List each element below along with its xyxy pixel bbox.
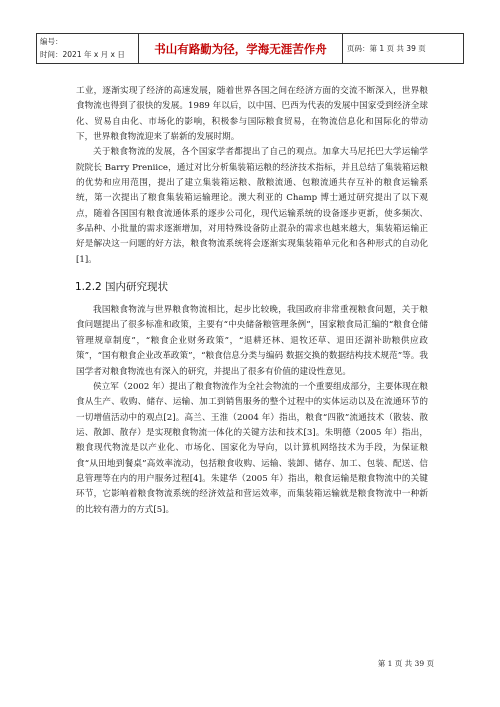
document-body: [76, 84, 428, 518]
paragraph-4: 侯立军（2002 年）提出了粮食物流作为全社会物流的一个重要组成部分，主要体现在粮食从生产、收购、储存、运输、加工到销售服务的整个过程中的实体运动以及在流通环节的一切增值活动中的观点[2]。高兰、王淮（2004 年）指出，粮食“四散”流通技术（散装、散运、散卸、散存）是实现粮食物流一体化的关键方法和技术[3]。朱明德（2005 年）指出，粮食现代物流是以产业化、市场化、国家化为导向，以计算机网络技术为手段，为保证粮食“从田地到餐桌”高效率流动，包括粮食收购、运输、装卸、储存、加工、包装、配送、信息管理等在内的用户服务过程[4]。朱建华（2005 年）指出，粮食运输是粮食物流中的关键环节，它影响着粮食物流系统的经济效益和营运效率，而集装箱运输就是粮食物流中一种新的比较有潜力的方式[5]。: [76, 381, 428, 515]
header-motto: 书山有路勤为径，学海无涯苦作舟: [139, 34, 343, 63]
paragraph-2: 关于粮食物流的发展，各个国家学者都提出了自己的观点。加拿大马尼托巴大学运输学院院长 Barry Preniice，通过对比分析集装箱运粮的经济技术指标，并且总结了集装箱运粮的优势和应用范围，提出了建立集装箱运粮、散粮流通、包粮流通共存互补的粮食运输系统，第一次提出了粮食集装箱运输理论。澳大利亚的 Champ 博士通过研究提出了以下观点，随着各国国有粮食流通体系的逐步公司化，现代运输系统的设备逐步更新，使多频次、多品种、小批量的需求逐渐增加，对用特殊设备防止混杂的需求也越来越大，集装箱运输正好是解决这一问题的好方法，粮食物流系统将会逐渐实现集装箱单元化和各种形式的自动化[1]。: [76, 147, 428, 265]
paragraph-3: 我国粮食物流与世界粮食物流相比，起步比较晚，我国政府非常重视粮食问题，关于粮食问题提出了很多标准和政策，主要有“中央储备粮管理条例”，国家粮食局汇编的“粮食仓储管理规章制度”，“粮食企业财务政策”，“退耕还林、退牧还草、退田还湖补助粮供应政策”，“国有粮食企业改革政策”，“粮食信息分类与编码 数据交换的数据结构技术规范”等。我国学者对粮食物流也有深入的研究，并提出了很多有价值的建设性意见。: [76, 305, 428, 377]
header-meta: [37, 34, 139, 63]
page-footer: 第 1 页 共 39 页: [377, 659, 434, 668]
page-header: [36, 33, 464, 64]
header-page-number: 页码：第 1 页 共 39 页: [347, 44, 426, 53]
header-date: 时间：2021 年 x 月 x 日: [40, 50, 125, 59]
section-heading: 1.2.2 国内研究现状: [75, 281, 169, 294]
paragraph-1: 工业，逐渐实现了经济的高速发展，随着世界各国之间在经济方面的交流不断深入，世界粮食物流也得到了很快的发展。1989 年以后，以中国、巴西为代表的发展中国家受到经济全球化、贸易自由化、市场化的影响，积极参与国际粮食贸易，在物流信息化和国际化的带动下，世界粮食物流迎来了崭新的发展时期。: [76, 86, 428, 143]
header-number-label: 编号：: [40, 37, 63, 46]
